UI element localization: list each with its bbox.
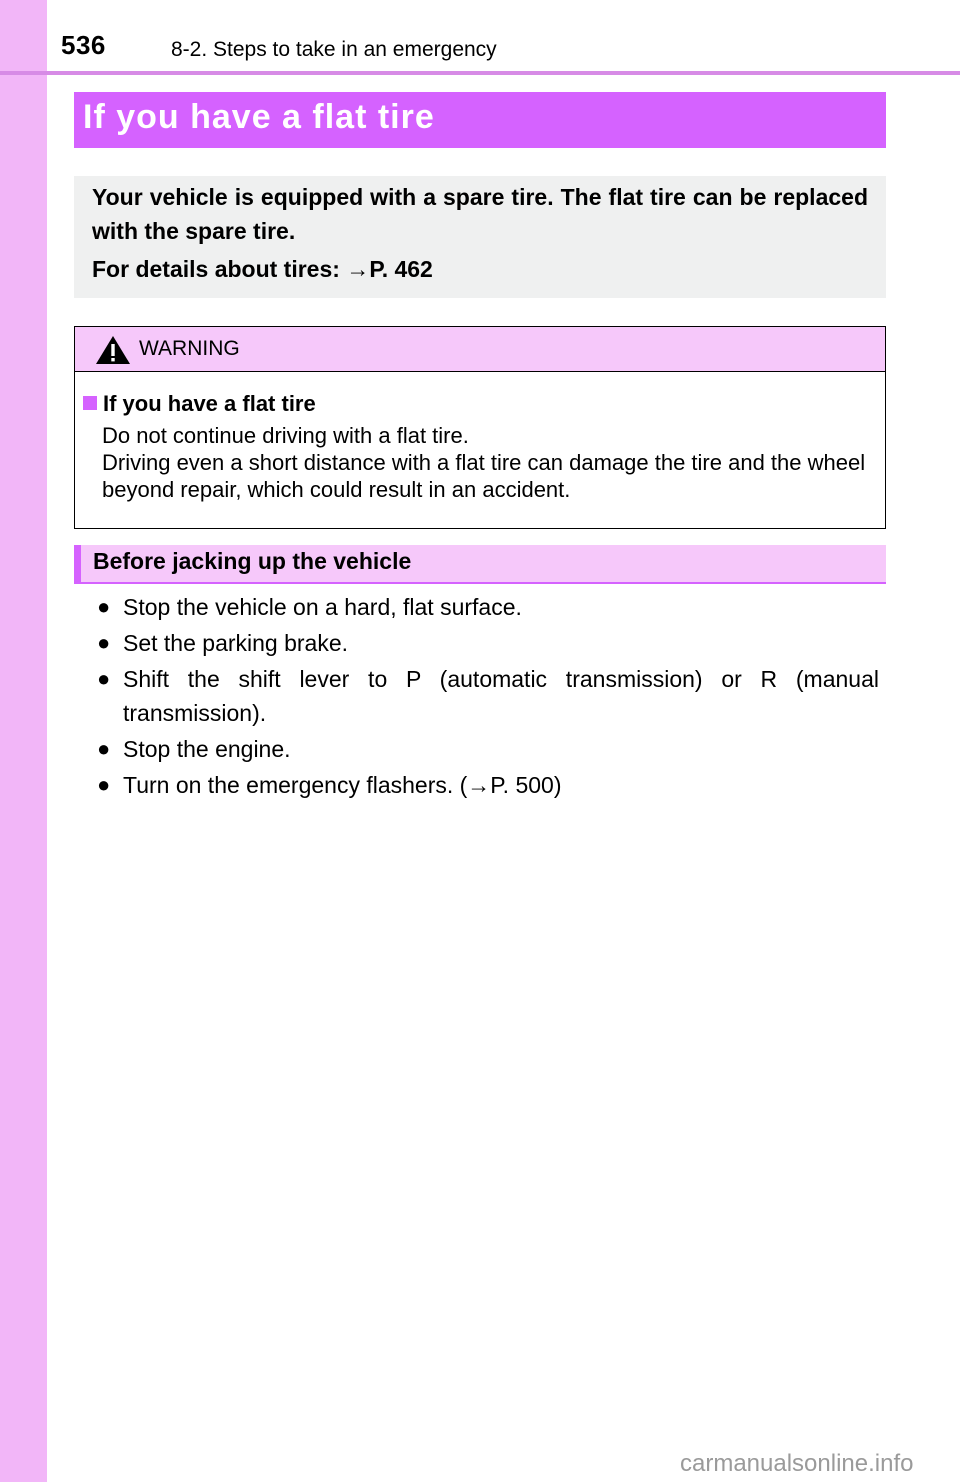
page-number: 536 — [61, 30, 106, 60]
steps-list — [97, 590, 879, 804]
bullet-icon: ● — [97, 736, 111, 761]
warning-triangle-icon — [95, 335, 131, 365]
warning-body-line-2: Driving even a short distance with a flat tire can damage the tire and the wheel beyond repair, which could result in an accident. — [102, 450, 866, 502]
section-heading-bar — [74, 545, 886, 584]
bullet-icon: ● — [97, 594, 111, 619]
page-title: If you have a flat tire — [83, 98, 435, 136]
intro-box — [74, 176, 886, 298]
intro-text: Your vehicle is equipped with a spare tire. The flat tire can be replaced with the spare tire. — [92, 184, 868, 244]
list-item — [97, 768, 879, 802]
warning-body-line-1: Do not continue driving with a flat tire. — [102, 423, 469, 448]
warning-header — [75, 327, 885, 372]
step-text: Shift the shift lever to P (automatic transmission) or R (manual transmission). — [123, 666, 879, 726]
warning-subheading-text: If you have a flat tire — [103, 391, 316, 416]
warning-subheading — [83, 391, 316, 417]
warning-box — [74, 326, 886, 529]
section-heading-accent — [74, 545, 81, 584]
bullet-icon: ● — [97, 630, 111, 655]
warning-label: WARNING — [139, 337, 240, 360]
bullet-icon: ● — [97, 666, 111, 691]
intro-reference-link[interactable]: For details about tires: →P. 462 — [92, 256, 433, 282]
header-divider — [0, 71, 960, 75]
watermark: carmanualsonline.info — [680, 1450, 914, 1477]
list-item — [97, 626, 879, 660]
bullet-icon: ● — [97, 772, 111, 797]
step-text: Set the parking brake. — [123, 630, 349, 656]
list-item — [97, 590, 879, 624]
step-text: Stop the vehicle on a hard, flat surface. — [123, 594, 522, 620]
section-heading: Before jacking up the vehicle — [93, 548, 412, 574]
step-text: Stop the engine. — [123, 736, 291, 762]
section-path: 8-2. Steps to take in an emergency — [171, 38, 497, 61]
step-text: Turn on the emergency flashers. (→P. 500) — [123, 772, 562, 798]
list-item — [97, 732, 879, 766]
title-bar — [74, 92, 886, 148]
side-strip — [0, 0, 47, 1482]
square-bullet-icon — [83, 396, 97, 410]
warning-body — [102, 422, 882, 503]
list-item — [97, 662, 879, 730]
